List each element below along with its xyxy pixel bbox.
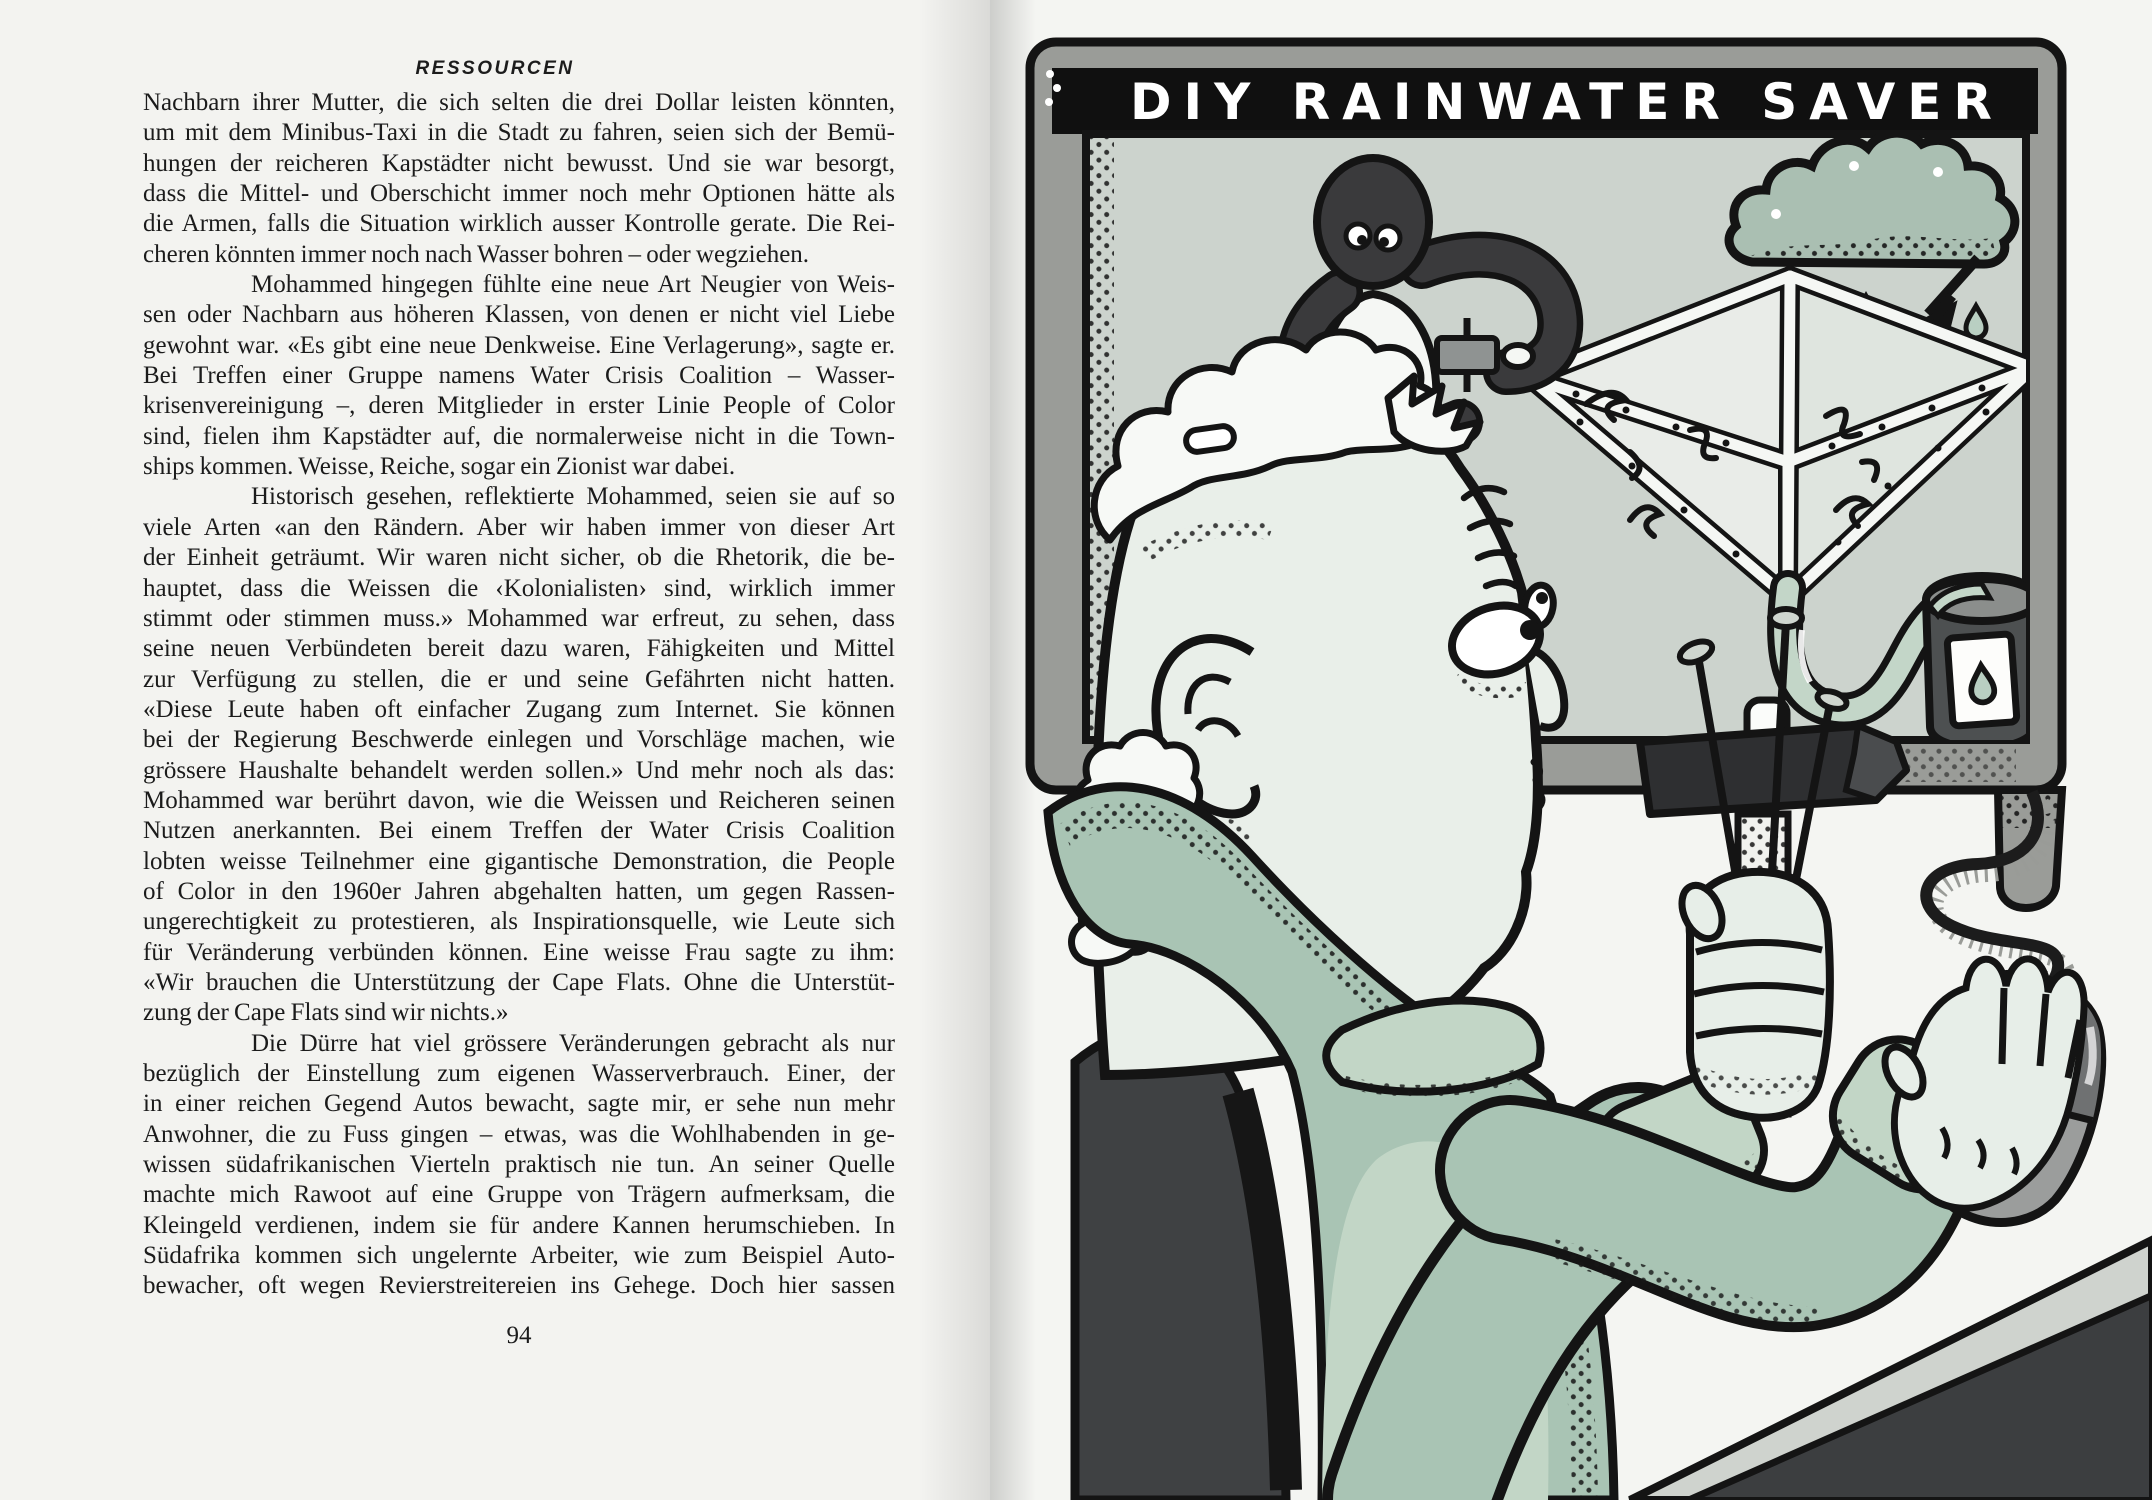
body-text <box>143 88 895 1302</box>
text-line: cheren könnten immer noch nach Wasser bohren – oder wegziehen. <box>143 240 810 268</box>
running-head: RESSOURCEN <box>415 58 575 79</box>
text-line: die Armen, falls die Situation wirklich ausser Kontrolle gerate. Die Rei- <box>143 210 895 238</box>
text-line: um mit dem Minibus-Taxi in die Stadt zu fahren, seien sich der Bemü- <box>143 119 895 147</box>
text-line: wissen südafrikanischen Vierteln praktisch nie tun. An seiner Quelle <box>143 1151 895 1179</box>
text-line: stimmt oder stimmen muss.» Mohammed war erfreut, zu sehen, dass <box>143 604 895 632</box>
water-can <box>1926 576 2038 748</box>
text-line: Kleingeld verdienen, indem sie für andere Kannen herumschieben. In <box>143 1211 895 1239</box>
text-line: viele Arten «an den Rändern. Aber wir haben immer von dieser Art <box>143 513 895 541</box>
text-line: ships kommen. Weisse, Reiche, sogar ein Zionist war dabei. <box>143 453 736 481</box>
text-line: sind, fielen ihm Kapstädter auf, die normalerweise nicht in die Town- <box>143 422 895 450</box>
text-line: grössere Haushalte behandelt werden sollen.» Und mehr noch als das: <box>143 756 895 784</box>
text-line: Mohammed hingegen fühlte eine neue Art Neugier von Weis- <box>251 271 895 299</box>
fist <box>1674 872 1830 1118</box>
text-line: gewohnt war. «Es gibt eine neue Denkweise. Eine Verlagerung», sagte er. <box>143 331 895 359</box>
text-line: «Wir brauchen die Unterstützung der Cape Flats. Ohne die Unterstüt- <box>143 968 895 996</box>
text-line: ungerechtigkeit zu protestieren, als Inspirationsquelle, wie Leute sich <box>143 908 895 936</box>
text-line: hauptet, dass die Weissen die ‹Kolonialisten› sind, wirklich immer <box>143 574 895 602</box>
page-number: 94 <box>506 1322 532 1349</box>
text-line: zung der Cape Flats sind wir nichts.» <box>143 999 509 1027</box>
text-line: Historisch gesehen, reflektierte Mohammed, seien sie auf so <box>251 483 895 511</box>
presenter-head <box>1317 158 1429 286</box>
text-line: lobten weisse Teilnehmer eine gigantische Demonstration, die People <box>143 847 895 875</box>
text-line: für Veränderung verbünden können. Eine weisse Frau sagte zu ihm: <box>143 938 895 966</box>
text-line: machte mich Rawoot auf eine Gruppe von Trägern aufmerksam, die <box>143 1181 895 1209</box>
text-line: krisenvereinigung –, deren Mitglieder in erster Linie People of Color <box>143 392 895 420</box>
text-line: Anwohner, die zu Fuss gingen – etwas, was die Wohlhabenden in ge- <box>143 1120 895 1148</box>
right-page <box>990 0 2152 1500</box>
text-line: Bei Treffen einer Gruppe namens Water Crisis Coalition – Wasser- <box>143 362 895 390</box>
text-line: bei der Regierung Beschwerde einlegen und Vorschläge machen, wie <box>143 726 895 754</box>
text-line: Nachbarn ihrer Mutter, die sich selten die drei Dollar leisten könnten, <box>143 89 895 116</box>
text-line: Südafrika kommen sich ungelernte Arbeiter, wie zum Beispiel Auto- <box>143 1242 895 1270</box>
illustration <box>990 0 2152 1500</box>
text-line: in einer reichen Gegend Autos bewacht, sagte mir, er sehe nun mehr <box>143 1090 895 1118</box>
head-shine <box>1185 425 1236 453</box>
text-line: hungen der reicheren Kapstädter nicht bewusst. Und sie war besorgt, <box>143 149 895 177</box>
text-line: dass die Mittel- und Oberschicht immer noch mehr Optionen hätte als <box>143 180 895 208</box>
text-line: der Einheit geträumt. Wir waren nicht sicher, ob die Rhetorik, die be- <box>143 544 895 572</box>
left-page <box>0 0 990 1500</box>
text-line: bewacher, oft wegen Revierstreitereien ins Gehege. Doch hier sassen <box>143 1272 895 1300</box>
text-line: Die Dürre hat viel grössere Veränderungen gebracht als nur <box>251 1029 895 1057</box>
video-title: DIY RAINWATER SAVER <box>1130 73 2004 131</box>
text-line: of Color in den 1960er Jahren abgehalten hatten, um gegen Rassen- <box>143 877 895 905</box>
text-line: Mohammed war berührt davon, wie die Weissen und Reicheren seinen <box>143 786 895 814</box>
text-line: sen oder Nachbarn aus höheren Klassen, von denen er nicht viel Liebe <box>143 301 895 329</box>
text-line: zur Verfügung zu stellen, die er und seine Gefährten nicht hatten. <box>143 665 895 693</box>
text-line: Nutzen anerkannten. Bei einem Treffen der Water Crisis Coalition <box>143 817 895 845</box>
text-line: bezüglich der Einstellung zum eigenen Wasserverbrauch. Einer, der <box>143 1060 895 1087</box>
text-line: seine neuen Verbündeten bereit dazu waren, Fähigkeiten und Mittel <box>143 635 895 663</box>
hand-tool <box>1437 338 1497 372</box>
text-line: «Diese Leute haben oft einfacher Zugang zum Internet. Sie können <box>143 695 895 723</box>
